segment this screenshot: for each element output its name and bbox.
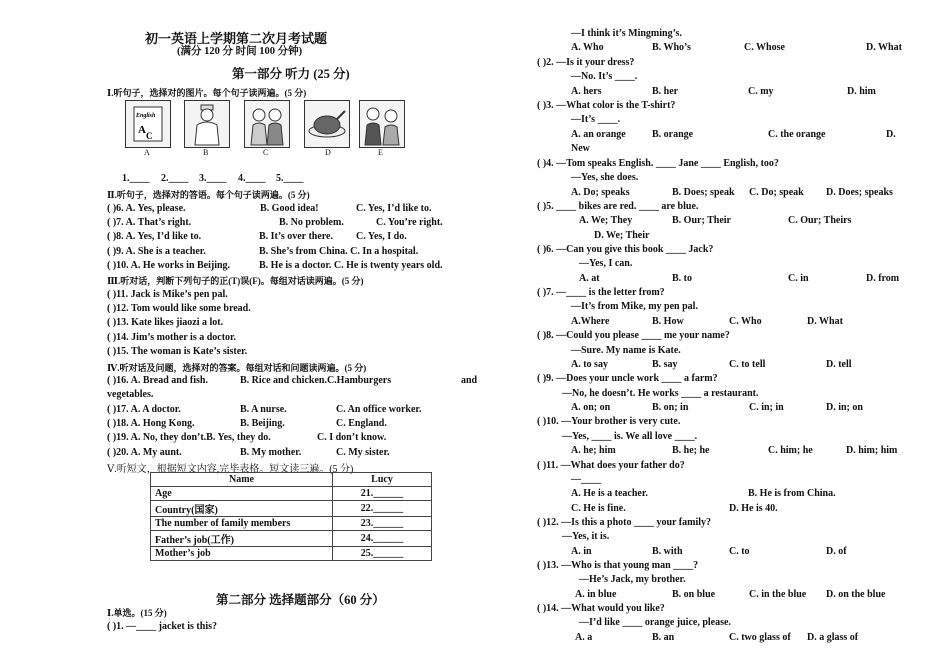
mc-q12-option-c: C. to bbox=[729, 546, 750, 557]
question-9-a: ( )9. A. She is a teacher. bbox=[107, 246, 206, 257]
mc-q6-option-c: C. in bbox=[788, 273, 809, 284]
mc-q11-option-b: B. He is from China. bbox=[748, 488, 836, 499]
mc-q13-option-c: C. in the blue bbox=[749, 589, 807, 600]
mc-q8-option-c: C. to tell bbox=[729, 359, 766, 370]
table-cell-label: Mother’s job bbox=[151, 547, 333, 561]
mc-q8-option-a: A. to say bbox=[571, 359, 608, 370]
question-9-bc: B. She’s from China. C. In a hospital. bbox=[259, 246, 419, 257]
table-row bbox=[151, 547, 432, 561]
question-16-wrap: vegetables. bbox=[107, 389, 154, 400]
table-cell-label: The number of family members bbox=[151, 517, 333, 531]
picture-label-b: B bbox=[203, 148, 209, 157]
picture-e-two-people bbox=[359, 100, 405, 148]
picture-label-c: C bbox=[263, 148, 269, 157]
answer-blank-1[interactable]: 1.____ bbox=[122, 173, 150, 184]
table-cell-blank[interactable]: 21.______ bbox=[333, 487, 432, 501]
part2-heading: 第二部分 选择题部分（60 分） bbox=[216, 593, 385, 607]
book-title-text: English bbox=[136, 113, 156, 119]
mc-q14-option-a: A. a bbox=[575, 632, 593, 643]
mc-q1-answer-line: —I think it’s Mingming’s. bbox=[571, 28, 682, 39]
question-6-c: C. Yes, I’d like to. bbox=[356, 203, 432, 214]
mc-q7-answer-line: —It’s from Mike, my pen pal. bbox=[571, 301, 698, 312]
roast-chicken-icon bbox=[305, 101, 349, 147]
mc-q9-option-b: B. on; in bbox=[652, 402, 689, 413]
section3-instruction: Ⅲ.听对话，判断下列句子的正(T)误(F)。每组对话读两遍。(5 分) bbox=[107, 276, 364, 286]
answer-blank-4[interactable]: 4.____ bbox=[238, 173, 266, 184]
answer-blank-3[interactable]: 3.____ bbox=[199, 173, 227, 184]
table-row bbox=[151, 487, 432, 501]
mc-q8-option-b: B. say bbox=[652, 359, 678, 370]
mc-q9-option-a: A. on; on bbox=[571, 402, 611, 413]
table-cell-label: Father’s job(工作) bbox=[151, 531, 333, 547]
picture-c-family bbox=[244, 100, 290, 148]
question-7-a: ( )7. A. That’s right. bbox=[107, 217, 192, 228]
mc-q11-option-c: C. He is fine. bbox=[571, 503, 626, 514]
mc-q8-answer-line: —Sure. My name is Kate. bbox=[571, 345, 681, 356]
mc-q7-option-d: D. What bbox=[807, 316, 843, 327]
mc-q6-option-a: A. at bbox=[579, 273, 600, 284]
question-18-b: B. Beijing. bbox=[240, 418, 285, 429]
question-17-c: C. An office worker. bbox=[336, 404, 422, 415]
part1-heading: 第一部分 听力 (25 分) bbox=[232, 67, 350, 81]
picture-label-d: D bbox=[325, 148, 331, 157]
mc-q3-option-a: A. an orange bbox=[571, 129, 626, 140]
mc-q2-option-d: D. him bbox=[847, 86, 876, 97]
section5-instruction: Ⅴ.听短文，根据短文内容,完毕表格。短文读三遍。(5 分) bbox=[107, 464, 354, 475]
mc-q13-option-a: A. in blue bbox=[575, 589, 617, 600]
mc-q4-option-d: D. Does; speaks bbox=[826, 187, 893, 198]
mc-q14-answer-line: —I’d like ____ orange juice, please. bbox=[579, 617, 731, 628]
mc-q4-option-b: B. Does; speak bbox=[672, 187, 735, 198]
mc-q2-option-c: C. my bbox=[748, 86, 774, 97]
question-16-a: ( )16. A. Bread and fish. bbox=[107, 375, 208, 386]
mc-question-8: ( )8. —Could you please ____ me your name? bbox=[537, 330, 730, 341]
mc-q14-option-d: D. a glass of bbox=[807, 632, 859, 643]
question-8-c: C. Yes, I do. bbox=[356, 231, 407, 242]
mc-question-14: ( )14. —What would you like? bbox=[537, 603, 665, 614]
people-talking-icon bbox=[360, 101, 404, 147]
picture-label-a: A bbox=[144, 148, 150, 157]
question-10-a: ( )10. A. He works in Beijing. bbox=[107, 260, 231, 271]
mc-q10-option-d: D. him; him bbox=[846, 445, 898, 456]
question-8-a: ( )8. A. Yes, I’d like to. bbox=[107, 231, 202, 242]
listening-table bbox=[150, 472, 432, 561]
section6-instruction: Ⅰ.单选。(15 分) bbox=[107, 608, 167, 618]
mc-q1-option-a: A. Who bbox=[571, 42, 604, 53]
table-cell-label: Age bbox=[151, 487, 333, 501]
tf-question-13: ( )13. Kate likes jiaozi a lot. bbox=[107, 317, 224, 328]
question-20-a: ( )20. A. My aunt. bbox=[107, 447, 182, 458]
mc-question-1: ( )1. —____ jacket is this? bbox=[107, 621, 217, 632]
mc-q3-option-d: D. bbox=[886, 129, 896, 140]
svg-text:C: C bbox=[146, 131, 153, 141]
mc-question-10: ( )10. —Your brother is very cute. bbox=[537, 416, 681, 427]
question-19-c: C. I don’t know. bbox=[317, 432, 387, 443]
table-header-name: Name bbox=[151, 473, 333, 487]
picture-b-nurse bbox=[184, 100, 230, 148]
mc-question-2: ( )2. —Is it your dress? bbox=[537, 57, 635, 68]
table-row bbox=[151, 517, 432, 531]
mc-q2-option-b: B. her bbox=[652, 86, 679, 97]
mc-q10-option-c: C. him; he bbox=[768, 445, 813, 456]
mc-question-7: ( )7. —____ is the letter from? bbox=[537, 287, 665, 298]
mc-q3-option-d-wrap: New bbox=[571, 143, 590, 154]
mc-q4-answer-line: —Yes, she does. bbox=[571, 172, 639, 183]
mc-question-5: ( )5. ____ bikes are red. ____ are blue. bbox=[537, 201, 699, 212]
nurse-icon bbox=[185, 101, 229, 147]
mc-q5-option-a: A. We; They bbox=[579, 215, 633, 226]
mc-q1-option-c: C. Whose bbox=[744, 42, 785, 53]
book-icon bbox=[126, 101, 170, 147]
mc-q11-answer-line: —____ bbox=[571, 474, 601, 485]
mc-q13-option-d: D. on the blue bbox=[826, 589, 886, 600]
question-6-b: B. Good idea! bbox=[260, 203, 319, 214]
mc-q5-option-d: D. We; Their bbox=[594, 230, 650, 241]
mc-q8-option-d: D. tell bbox=[826, 359, 852, 370]
section1-instruction: Ⅰ.听句子，选择对的图片。每个句子读两遍。(5 分) bbox=[107, 88, 307, 98]
mc-q3-answer-line: —It’s ____. bbox=[571, 114, 621, 125]
mc-q6-option-d: D. from bbox=[866, 273, 900, 284]
question-7-c: C. You’re right. bbox=[376, 217, 443, 228]
question-16-cont: and bbox=[461, 375, 478, 386]
question-6-a: ( )6. A. Yes, please. bbox=[107, 203, 186, 214]
mc-q1-option-b: B. Who’s bbox=[652, 42, 691, 53]
mc-question-13: ( )13. —Who is that young man ____? bbox=[537, 560, 699, 571]
table-header-lucy: Lucy bbox=[333, 473, 432, 487]
mc-q6-answer-line: —Yes, I can. bbox=[579, 258, 633, 269]
mc-question-12: ( )12. —Is this a photo ____ your family? bbox=[537, 517, 711, 528]
family-icon bbox=[245, 101, 289, 147]
picture-label-e: E bbox=[378, 148, 383, 157]
question-17-b: B. A nurse. bbox=[240, 404, 287, 415]
mc-q13-answer-line: —He’s Jack, my brother. bbox=[579, 574, 686, 585]
mc-question-9: ( )9. —Does your uncle work ____ a farm? bbox=[537, 373, 718, 384]
mc-q9-option-c: C. in; in bbox=[749, 402, 784, 413]
mc-q7-option-a: A.Where bbox=[571, 316, 610, 327]
mc-q5-option-b: B. Our; Their bbox=[672, 215, 731, 226]
mc-q11-option-a: A. He is a teacher. bbox=[571, 488, 648, 499]
table-cell-label: Country(国家) bbox=[151, 501, 333, 517]
exam-title: 初一英语上学期第二次月考试题 bbox=[145, 31, 328, 46]
mc-q2-answer-line: —No. It’s ____. bbox=[571, 71, 638, 82]
question-18-a: ( )18. A. Hong Kong. bbox=[107, 418, 195, 429]
tf-question-11: ( )11. Jack is Mike’s pen pal. bbox=[107, 289, 228, 300]
mc-q13-option-b: B. on blue bbox=[672, 589, 716, 600]
question-16-bc: B. Rice and chicken.C.Hamburgers bbox=[240, 375, 392, 386]
question-20-c: C. My sister. bbox=[336, 447, 390, 458]
answer-blank-5[interactable]: 5.____ bbox=[276, 173, 304, 184]
mc-q9-answer-line: —No, he doesn’t. He works ____ a restaurant. bbox=[562, 388, 759, 399]
mc-q10-option-a: A. he; him bbox=[571, 445, 616, 456]
mc-q10-answer-line: —Yes, ____ is. We all love ____. bbox=[562, 431, 698, 442]
mc-q7-option-b: B. How bbox=[652, 316, 684, 327]
mc-q12-option-d: D. of bbox=[826, 546, 847, 557]
mc-q9-option-d: D. in; on bbox=[826, 402, 863, 413]
mc-q6-option-b: B. to bbox=[672, 273, 692, 284]
exam-subtitle: (满分 120 分 时间 100 分钟) bbox=[177, 46, 303, 57]
mc-question-11: ( )11. —What does your father do? bbox=[537, 460, 685, 471]
mc-q3-option-b: B. orange bbox=[652, 129, 694, 140]
table-header-row bbox=[151, 473, 432, 487]
table-cell-blank[interactable]: 22.______ bbox=[333, 501, 432, 517]
mc-q1-option-d: D. What bbox=[866, 42, 902, 53]
mc-q10-option-b: B. he; he bbox=[672, 445, 710, 456]
question-8-b: B. It’s over there. bbox=[259, 231, 333, 242]
section4-instruction: Ⅳ.听对话及问题，选择对的答案。每组对话和问题读两遍。(5 分) bbox=[107, 363, 367, 373]
picture-d-chicken bbox=[304, 100, 350, 148]
mc-q2-option-a: A. hers bbox=[571, 86, 602, 97]
table-cell-blank[interactable]: 24.______ bbox=[333, 531, 432, 547]
tf-question-14: ( )14. Jim’s mother is a doctor. bbox=[107, 332, 237, 343]
table-row bbox=[151, 501, 432, 517]
mc-q12-option-a: A. in bbox=[571, 546, 592, 557]
question-19-ab: ( )19. A. No, they don’t.B. Yes, they do. bbox=[107, 432, 271, 443]
tf-question-12: ( )12. Tom would like some bread. bbox=[107, 303, 251, 314]
table-cell-blank[interactable]: 25.______ bbox=[333, 547, 432, 561]
mc-question-4: ( )4. —Tom speaks English. ____ Jane ____ English, too? bbox=[537, 158, 779, 169]
table-row bbox=[151, 531, 432, 547]
question-17-a: ( )17. A. A doctor. bbox=[107, 404, 181, 415]
svg-text:A: A bbox=[138, 124, 146, 136]
mc-q7-option-c: C. Who bbox=[729, 316, 762, 327]
answer-blank-2[interactable]: 2.____ bbox=[161, 173, 189, 184]
mc-q4-option-a: A. Do; speaks bbox=[571, 187, 630, 198]
picture-a-english-book bbox=[125, 100, 171, 148]
question-20-b: B. My mother. bbox=[240, 447, 302, 458]
table-cell-blank[interactable]: 23.______ bbox=[333, 517, 432, 531]
mc-q14-option-c: C. two glass of bbox=[729, 632, 791, 643]
question-10-bc: B. He is a doctor. C. He is twenty years old. bbox=[259, 260, 443, 271]
mc-q12-option-b: B. with bbox=[652, 546, 683, 557]
mc-q3-option-c: C. the orange bbox=[768, 129, 826, 140]
mc-question-3: ( )3. —What color is the T-shirt? bbox=[537, 100, 676, 111]
question-7-b: B. No problem. bbox=[279, 217, 344, 228]
mc-q4-option-c: C. Do; speak bbox=[749, 187, 804, 198]
tf-question-15: ( )15. The woman is Kate’s sister. bbox=[107, 346, 248, 357]
mc-question-6: ( )6. —Can you give this book ____ Jack? bbox=[537, 244, 714, 255]
mc-q11-option-d: D. He is 40. bbox=[729, 503, 778, 514]
question-18-c: C. England. bbox=[336, 418, 387, 429]
mc-q5-option-c: C. Our; Theirs bbox=[788, 215, 852, 226]
section2-instruction: Ⅱ.听句子，选择对的答语。每个句子读两遍。(5 分) bbox=[107, 190, 310, 200]
mc-q14-option-b: B. an bbox=[652, 632, 675, 643]
mc-q12-answer-line: —Yes, it is. bbox=[562, 531, 610, 542]
